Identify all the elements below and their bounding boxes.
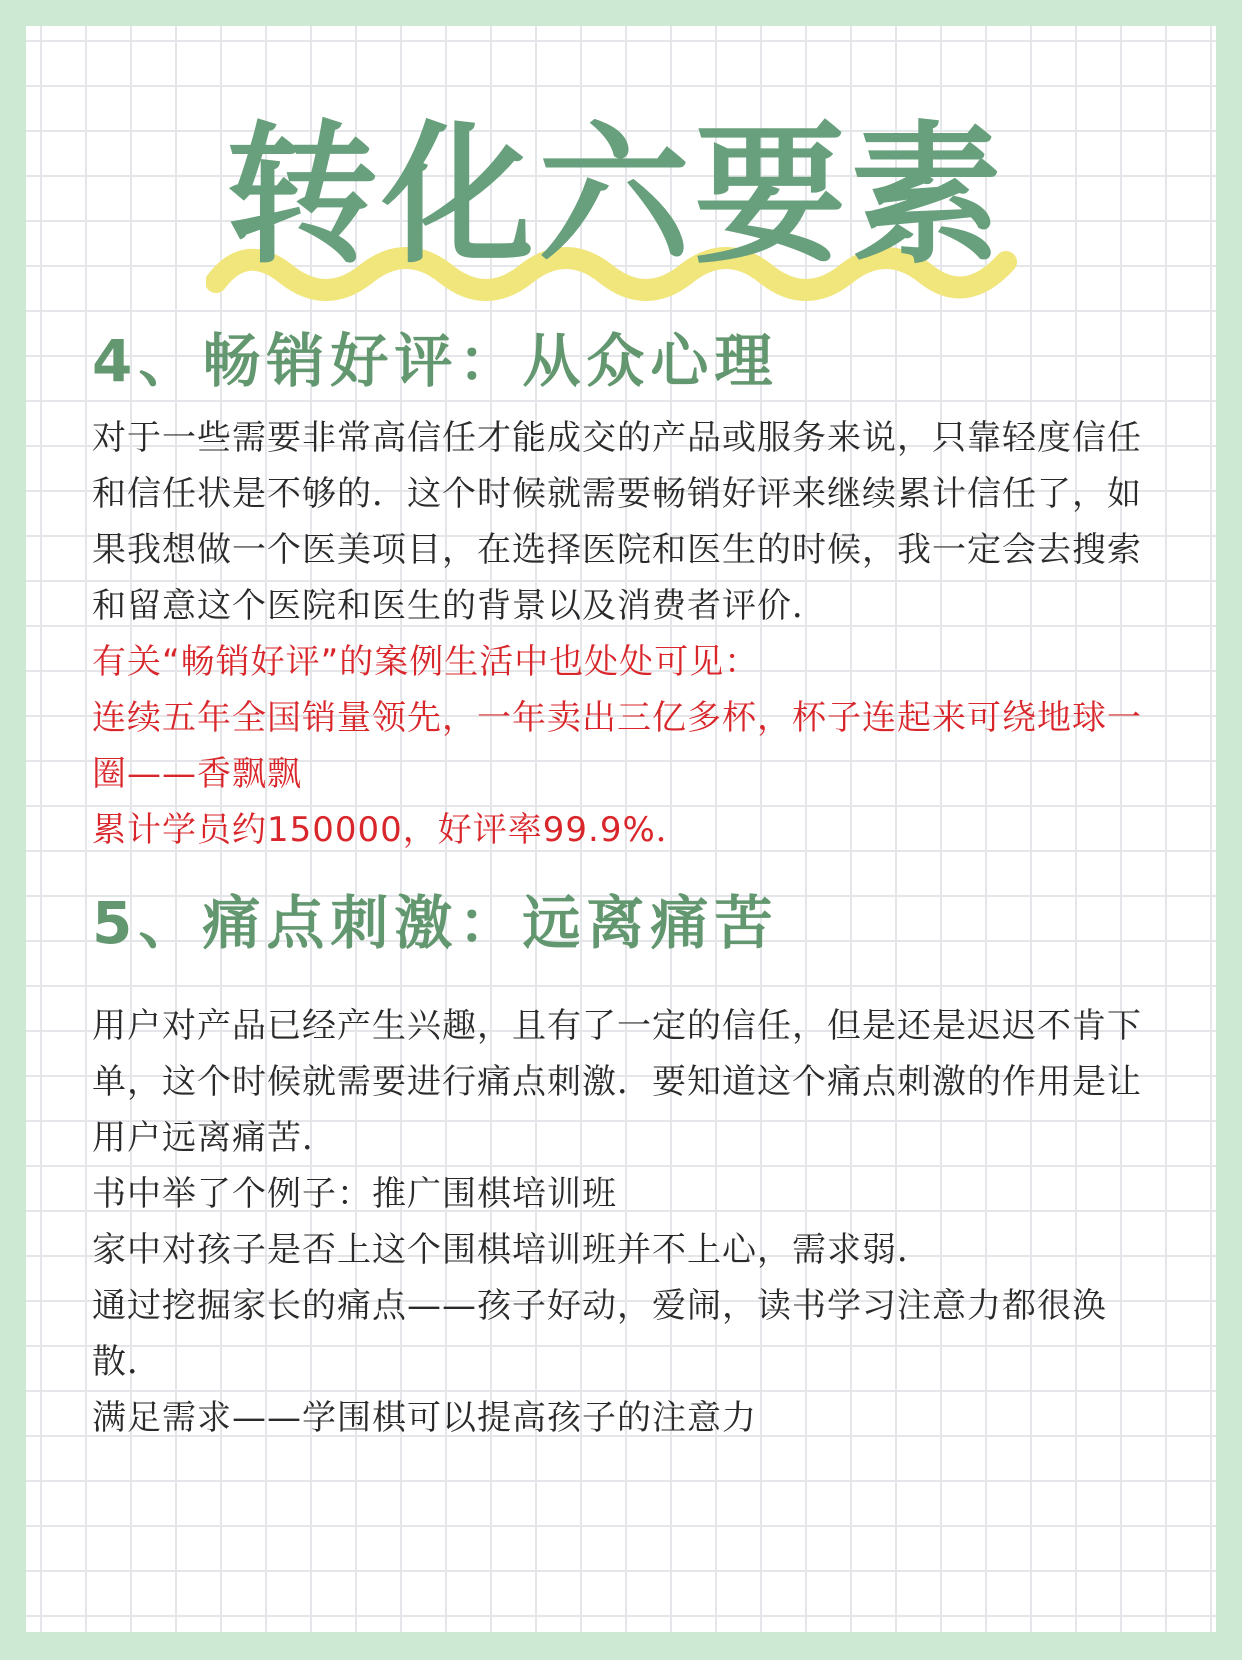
section-heading: 4、畅销好评：从众心理 [92,327,779,395]
note-card [26,26,1216,1632]
section-pain-point-stimulus [92,888,1172,1446]
paragraph: 满足需求——学围棋可以提高孩子的注意力 [92,1398,757,1438]
highlight-line: 连续五年全国销量领先，一年卖出三亿多杯，杯子连起来可绕地球一圈——香飘飘 [92,698,1142,794]
highlight-line: 累计学员约150000，好评率99.9%． [92,810,691,850]
page-title: 转化六要素 [226,107,1006,284]
paragraph: 书中举了个例子：推广围棋培训班 [92,1174,617,1214]
paragraph: 通过挖掘家长的痛点——孩子好动，爱闹，读书学习注意力都很涣散． [92,1286,1107,1382]
section-heading: 5、痛点刺激：远离痛苦 [92,889,779,957]
paragraph: 家中对孩子是否上这个围棋培训班并不上心，需求弱． [92,1230,932,1270]
section-best-seller-reviews [92,326,1172,858]
highlight-line: 有关“畅销好评”的案例生活中也处处可见： [92,642,760,682]
title-block [186,106,1046,306]
paragraph: 对于一些需要非常高信任才能成交的产品或服务来说，只靠轻度信任和信任状是不够的．这个时候就需要畅销好评来继续累计信任了，如果我想做一个医美项目，在选择医院和医生的时候，我一定会去搜索和留意这个医院和医生的背景以及消费者评价． [92,418,1142,626]
paragraph: 用户对产品已经产生兴趣，且有了一定的信任，但是还是迟迟不肯下单，这个时候就需要进行痛点刺激．要知道这个痛点刺激的作用是让用户远离痛苦． [92,1006,1142,1158]
